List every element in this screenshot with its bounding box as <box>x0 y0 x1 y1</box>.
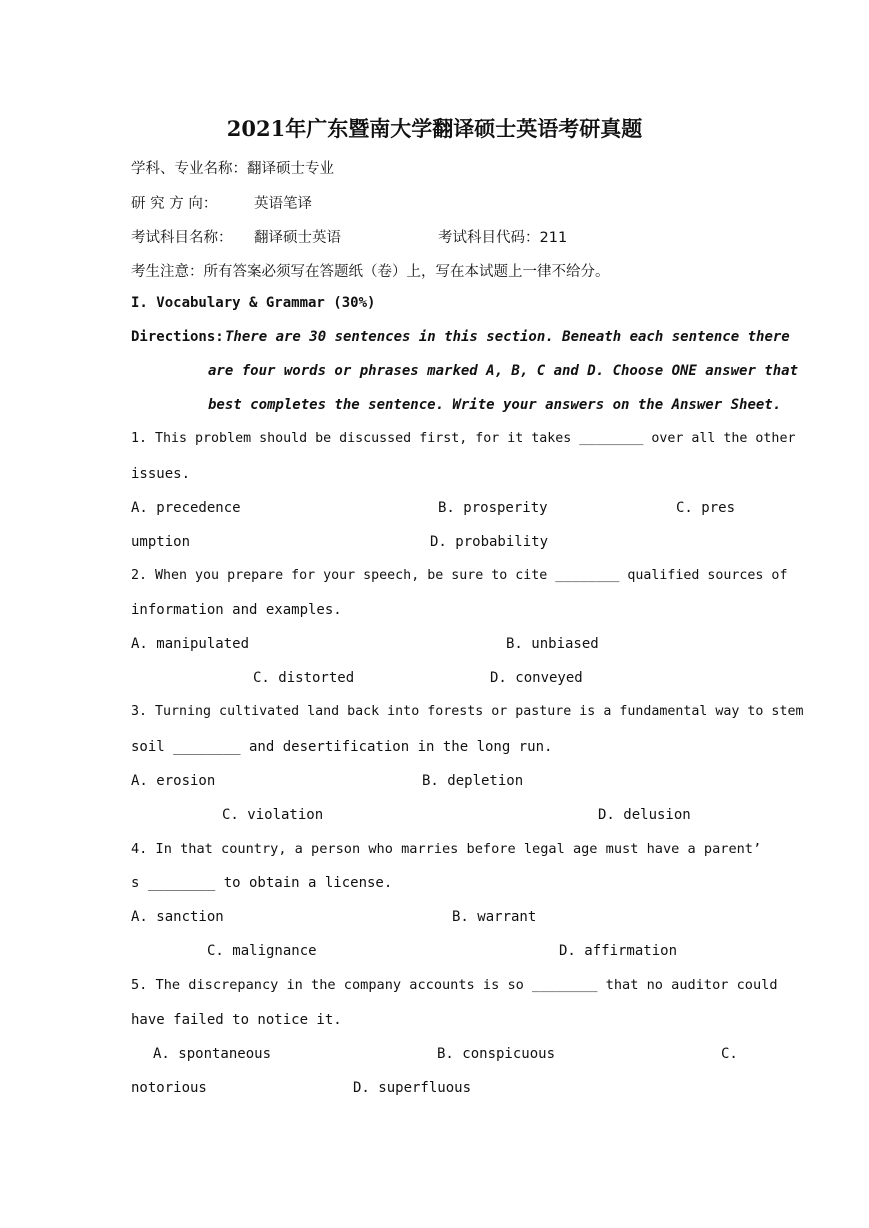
question-1-option-a: A. precedence <box>131 500 241 516</box>
directions-label: Directions: <box>131 329 224 345</box>
question-3-line-1: 3. Turning cultivated land back into forests or pasture is a fundamental way to stem <box>131 704 804 719</box>
question-4-option-a: A. sanction <box>131 909 224 925</box>
direction-value: 英语笔译 <box>254 196 312 212</box>
code-value: 211 <box>539 230 568 246</box>
question-5-option-b: B. conspicuous <box>437 1046 556 1062</box>
code-label: 考试科目代码： <box>438 230 540 246</box>
question-3-line-2: soil ________ and desertification in the long run. <box>131 739 553 755</box>
question-1-line-1: 1. This problem should be discussed first, for it takes ________ over all the other <box>131 431 796 446</box>
question-2-line-1: 2. When you prepare for your speech, be sure to cite ________ qualified sources of <box>131 568 788 583</box>
question-1-option-c: C. pres <box>676 500 736 516</box>
page-title: 2021年广东暨南大学翻译硕士英语考研真题 <box>226 116 643 141</box>
question-1-option-d: D. probability <box>430 534 549 550</box>
question-4-option-c: C. malignance <box>207 943 317 959</box>
course-value: 翻译硕士英语 <box>254 230 341 246</box>
question-2-option-a: A. manipulated <box>131 636 250 652</box>
question-4-line-2: s ________ to obtain a license. <box>131 875 393 891</box>
question-5-option-a: A. spontaneous <box>153 1046 272 1062</box>
question-1-line-2: issues. <box>131 466 191 482</box>
directions-line-3: best completes the sentence. Write your answers on the Answer Sheet. <box>208 397 782 413</box>
code-row <box>438 226 567 247</box>
question-1-option-b: B. prosperity <box>438 500 548 516</box>
directions-line-1: There are 30 sentences in this section. Beneath each sentence there <box>225 329 790 345</box>
section-heading: I. Vocabulary & Grammar (30%) <box>131 295 376 311</box>
question-5-line-2: have failed to notice it. <box>131 1012 342 1028</box>
question-5-line-1: 5. The discrepancy in the company accounts is so ________ that no auditor could <box>131 977 778 993</box>
question-3-option-c: C. violation <box>222 807 324 823</box>
question-2-option-c: C. distorted <box>253 670 355 686</box>
question-3-option-a: A. erosion <box>131 773 216 789</box>
question-4-option-b: B. warrant <box>452 909 537 925</box>
question-2-option-b: B. unbiased <box>506 636 599 652</box>
subject-value: 翻译硕士专业 <box>247 161 334 177</box>
question-3-option-d: D. delusion <box>598 807 691 823</box>
question-2-option-d: D. conveyed <box>490 670 583 686</box>
subject-label <box>131 157 334 178</box>
directions-line-2: are four words or phrases marked A, B, C and D. Choose ONE answer that <box>208 363 799 379</box>
exam-notice: 考生注意：所有答案必须写在答题纸（卷）上，写在本试题上一律不给分。 <box>131 264 610 280</box>
subject-label-text: 学科、专业名称： <box>131 161 247 177</box>
question-2-line-2: information and examples. <box>131 602 342 618</box>
question-5-option-d: D. superfluous <box>353 1080 472 1096</box>
question-4-option-d: D. affirmation <box>559 943 678 959</box>
course-label: 考试科目名称： <box>131 230 233 246</box>
direction-label: 研 究 方 向： <box>131 196 218 212</box>
question-1-option-c-cont: umption <box>131 534 191 550</box>
question-5-option-c-cont: notorious <box>131 1080 207 1096</box>
question-4-line-1: 4. In that country, a person who marries before legal age must have a parent’ <box>131 841 762 857</box>
question-5-option-c: C. <box>721 1046 738 1062</box>
question-3-option-b: B. depletion <box>422 773 524 789</box>
